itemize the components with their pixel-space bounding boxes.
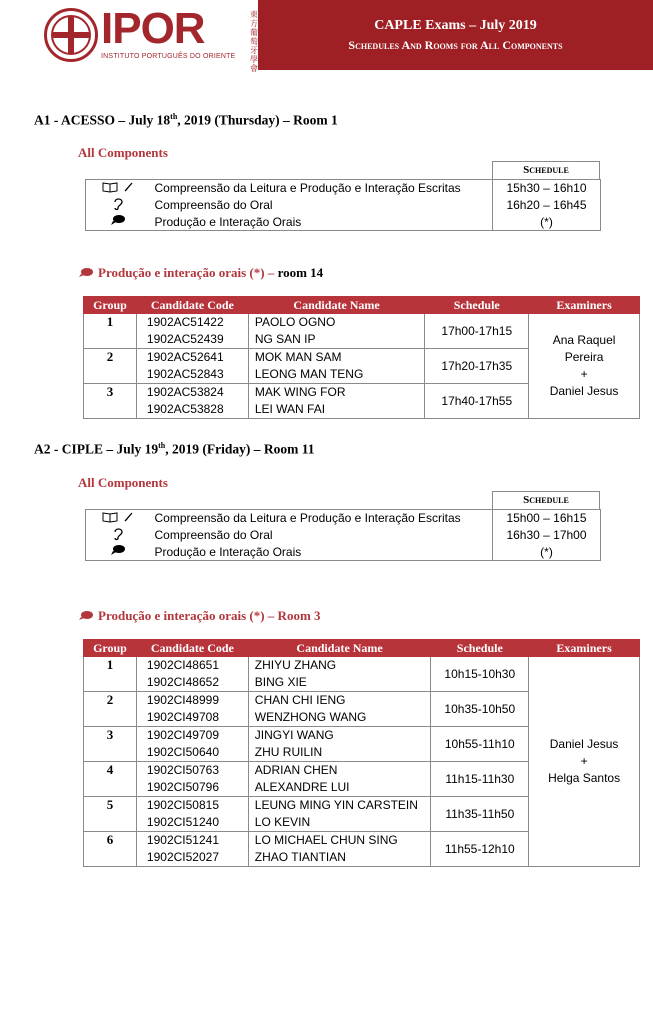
logo-wordmark: IPOR bbox=[101, 4, 205, 53]
speech-icon bbox=[78, 267, 94, 278]
logo-subtitle: INSTITUTO PORTUGUÊS DO ORIENTE bbox=[101, 53, 236, 60]
page-header bbox=[0, 0, 653, 73]
table-row: 5 1902CI50815 1902CI51240 LEUNG MING YIN CARSTEIN LO KEVIN 11h35-11h50 bbox=[84, 797, 640, 832]
table-header-row: Group Candidate Code Candidate Name Schedule Examiners bbox=[84, 640, 640, 657]
a2-oral-heading: Produção e interação orais (*) – Room 3 bbox=[78, 608, 321, 624]
a2-heading: A2 - CIPLE – July 19th, 2019 (Friday) – Room 11 bbox=[34, 441, 315, 457]
logo-cjk-text: 東方葡萄牙學會 bbox=[250, 10, 258, 73]
book-and-pen-icon bbox=[86, 510, 151, 527]
table-row: Compreensão da Leitura e Produção e Interação Escritas 15h30 – 16h10 bbox=[86, 180, 601, 197]
a1-examiners: Ana Raquel Pereira + Daniel Jesus bbox=[529, 314, 640, 419]
a1-schedule-label: Schedule bbox=[492, 161, 600, 179]
table-header-row: Group Candidate Code Candidate Name Schedule Examiners bbox=[84, 297, 640, 314]
a2-schedule-label: Schedule bbox=[492, 491, 600, 509]
speech-icon bbox=[86, 214, 151, 231]
a1-components-table bbox=[85, 179, 601, 231]
table-row: 1 1902AC51422 1902AC52439 PAOLO OGNO NG SAN IP 17h00-17h15 Ana Raquel Pereira + Daniel Jesus bbox=[84, 314, 640, 349]
table-row: 2 1902CI48999 1902CI49708 CHAN CHI IENG WENZHONG WANG 10h35-10h50 bbox=[84, 692, 640, 727]
table-row: Compreensão da Leitura e Produção e Interação Escritas 15h00 – 16h15 bbox=[86, 510, 601, 527]
table-row: 6 1902CI51241 1902CI52027 LO MICHAEL CHUN SING ZHAO TIANTIAN 11h55-12h10 bbox=[84, 832, 640, 867]
speech-icon bbox=[78, 610, 94, 621]
logo-emblem-icon bbox=[44, 8, 98, 62]
page-title: CAPLE Exams – July 2019 bbox=[374, 18, 537, 33]
table-row: Compreensão do Oral 16h20 – 16h45 bbox=[86, 197, 601, 214]
a2-oral-table bbox=[83, 639, 640, 867]
table-row: Produção e Interação Orais (*) bbox=[86, 214, 601, 231]
table-row: 3 1902AC53824 1902AC53828 MAK WING FOR LEI WAN FAI 17h40-17h55 bbox=[84, 384, 640, 419]
a2-components-table bbox=[85, 509, 601, 561]
table-row: 1 1902CI48651 1902CI48652 ZHIYU ZHANG BING XIE 10h15-10h30 Daniel Jesus + Helga Santos bbox=[84, 657, 640, 692]
table-row: 3 1902CI49709 1902CI50640 JINGYI WANG ZHU RUILIN 10h55-11h10 bbox=[84, 727, 640, 762]
a1-oral-table bbox=[83, 296, 640, 419]
speech-icon bbox=[86, 544, 151, 561]
a1-heading: A1 - ACESSO – July 18th, 2019 (Thursday) – Room 1 bbox=[34, 112, 338, 128]
ear-icon bbox=[86, 197, 151, 214]
a1-oral-heading: Produção e interação orais (*) – room 14 bbox=[78, 265, 323, 281]
header-banner bbox=[258, 0, 653, 70]
book-and-pen-icon bbox=[86, 180, 151, 197]
ipor-logo bbox=[44, 4, 259, 73]
page-subtitle: Schedules And Rooms for All Components bbox=[348, 38, 563, 52]
table-row: Produção e Interação Orais (*) bbox=[86, 544, 601, 561]
table-row: Compreensão do Oral 16h30 – 17h00 bbox=[86, 527, 601, 544]
table-row: 2 1902AC52641 1902AC52843 MOK MAN SAM LEONG MAN TENG 17h20-17h35 bbox=[84, 349, 640, 384]
a1-all-components-label: All Components bbox=[78, 145, 168, 160]
table-row: 4 1902CI50763 1902CI50796 ADRIAN CHEN ALEXANDRE LUI 11h15-11h30 bbox=[84, 762, 640, 797]
a2-examiners: Daniel Jesus + Helga Santos bbox=[529, 657, 640, 867]
a2-all-components-label: All Components bbox=[78, 475, 168, 490]
ear-icon bbox=[86, 527, 151, 544]
